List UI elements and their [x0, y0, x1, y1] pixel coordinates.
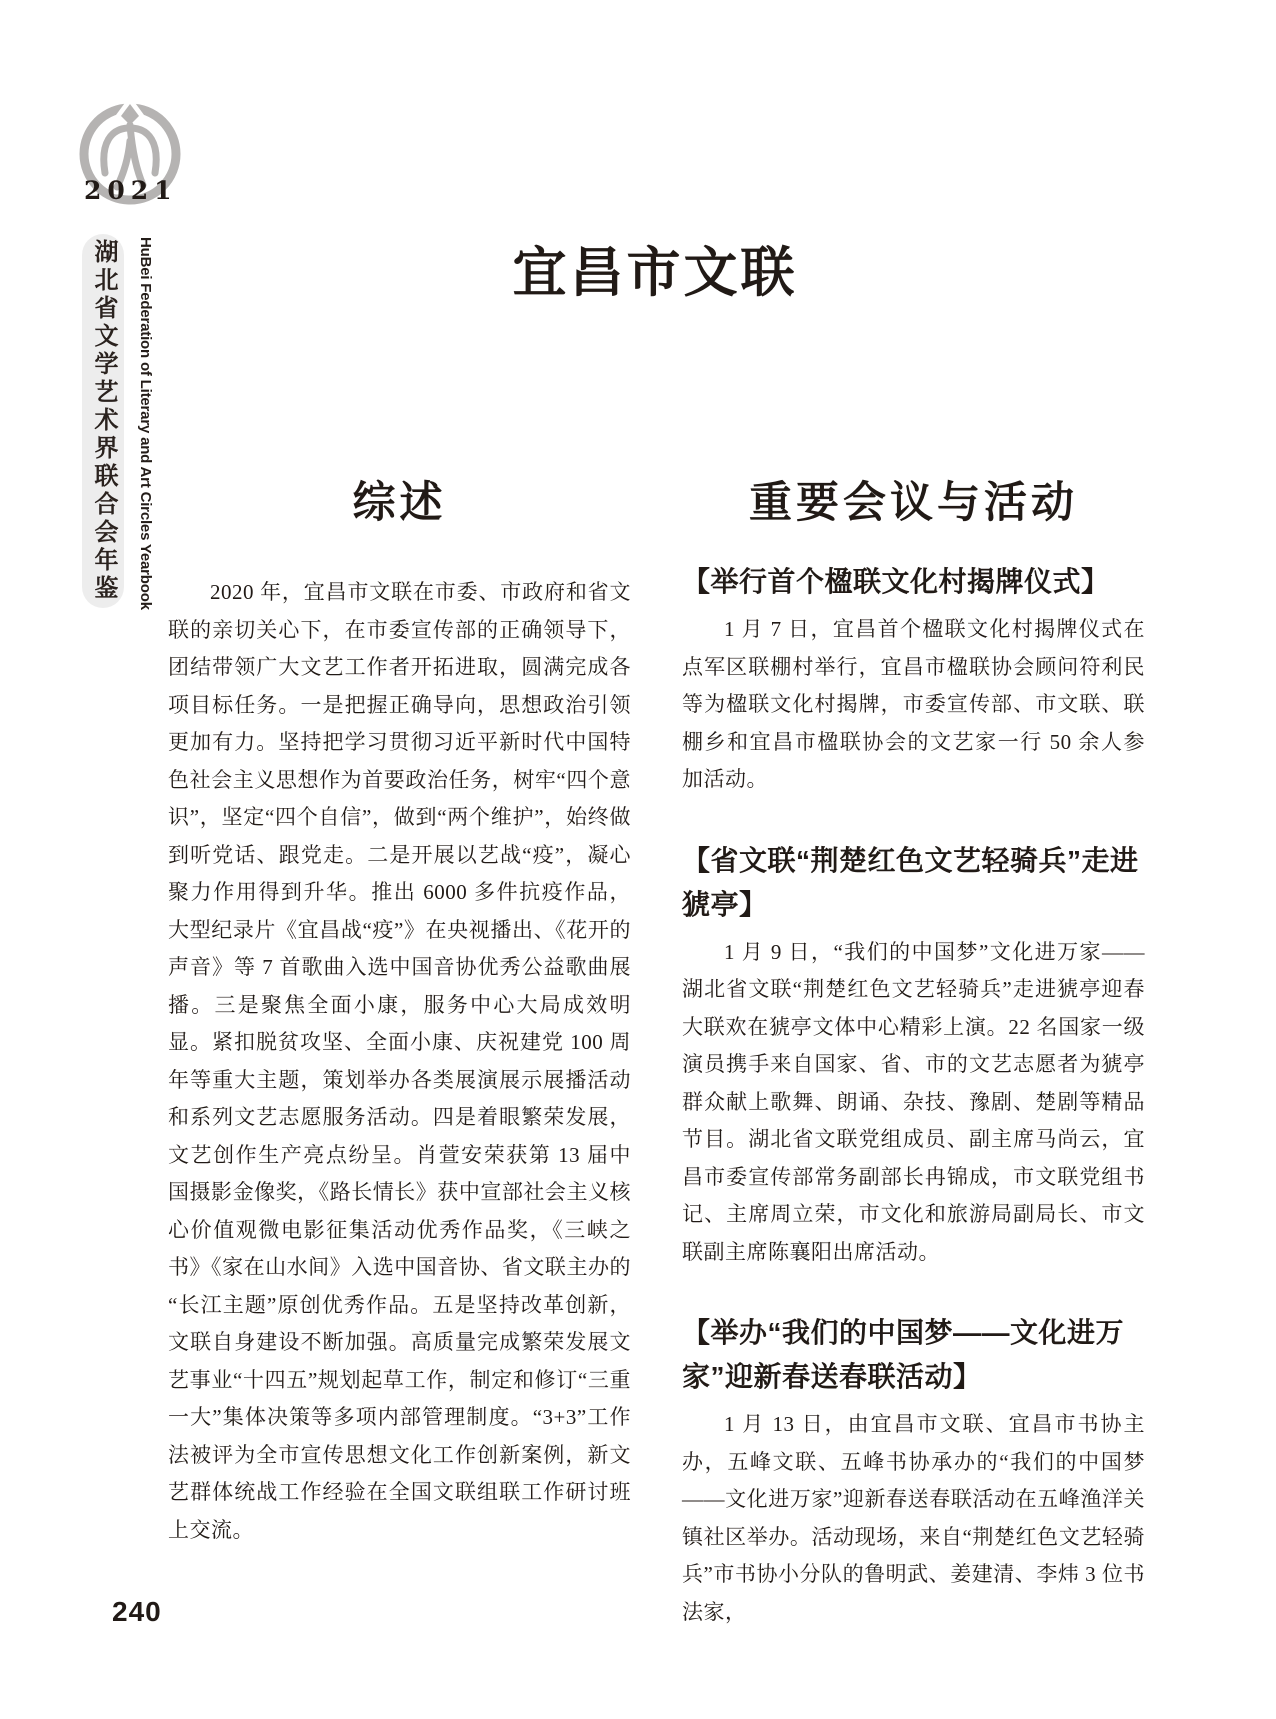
- overview-heading: 综述: [352, 479, 447, 527]
- sidebar-title-chinese: 湖北省文学艺术界联合会年鉴: [90, 239, 116, 603]
- events-column: [682, 476, 1145, 1631]
- page-number: 240: [112, 1596, 162, 1627]
- overview-column: [168, 476, 631, 1549]
- event-body: 1 月 7 日，宜昌首个楹联文化村揭牌仪式在点军区联棚村举行，宜昌市楹联协会顾问符利民等为楹联文化村揭牌，市委宣传部、市文联、联棚乡和宜昌市楹联协会的文艺家一行 50 余人参加活动。: [682, 617, 1145, 791]
- event-body: 1 月 9 日，“我们的中国梦”文化进万家——湖北省文联“荆楚红色文艺轻骑兵”走进猇亭迎春大联欢在猇亭文体中心精彩上演。22 名国家一级演员携手来自国家、省、市的文艺志愿者为猇亭群众献上歌舞、朗诵、杂技、豫剧、楚剧等精品节目。湖北省文联党组成员、副主席马尚云，宜昌市委宣传部常务副部长冉锦成，市文联党组书记、主席周立荣，市文化和旅游局副局长、市文联副主席陈襄阳出席活动。: [682, 939, 1145, 1264]
- overview-paragraph: 2020 年，宜昌市文联在市委、市政府和省文联的亲切关心下，在市委宣传部的正确领导下，团结带领广大文艺工作者开拓进取，圆满完成各项目标任务。一是把握正确导向，思想政治引领更加有力。坚持把学习贯彻习近平新时代中国特色社会主义思想作为首要政治任务，树牢“四个意识”，坚定“四个自信”，做到“两个维护”，始终做到听党话、跟党走。二是开展以艺战“疫”，凝心聚力作用得到升华。推出 6000 多件抗疫作品，大型纪录片《宜昌战“疫”》在央视播出、《花开的声音》等 7 首歌曲入选中国音协优秀公益歌曲展播。三是聚焦全面小康，服务中心大局成效明显。紧扣脱贫攻坚、全面小康、庆祝建党 100 周年等重大主题，策划举办各类展演展示展播活动和系列文艺志愿服务活动。四是着眼繁荣发展，文艺创作生产亮点纷呈。肖萱安荣获第 13 届中国摄影金像奖，《路长情长》获中宣部社会主义核心价值观微电影征集活动优秀作品奖，《三峡之书》《家在山水间》入选中国音协、省文联主办的“长江主题”原创优秀作品。五是坚持改革创新，文联自身建设不断加强。高质量完成繁荣发展文艺事业“十四五”规划起草工作，制定和修订“三重一大”集体决策等多项内部管理制度。“3+3”工作法被评为全市宣传思想文化工作创新案例，新文艺群体统战工作经验在全国文联组联工作研讨班上交流。: [168, 580, 631, 1542]
- event-heading: 【举办“我们的中国梦——文化进万家”迎新春送春联活动】: [682, 1317, 1125, 1392]
- event-section-light-cavalry: [682, 839, 1145, 1272]
- events-heading: 重要会议与活动: [749, 479, 1078, 527]
- event-heading: 【举行首个楹联文化村揭牌仪式】: [682, 566, 1110, 597]
- event-heading: 【省文联“荆楚红色文艺轻骑兵”走进猇亭】: [682, 844, 1139, 920]
- event-section-spring-couplets: [682, 1311, 1145, 1631]
- event-body: 1 月 13 日，由宜昌市文联、宜昌市书协主办，五峰文联、五峰书协承办的“我们的中国梦——文化进万家”迎新春送春联活动在五峰渔洋关镇社区举办。活动现场，来自“荆楚红色文艺轻骑兵”市书协小分队的鲁明武、姜建清、李炜 3 位书法家，: [682, 1412, 1145, 1624]
- year-badge: 2021: [84, 176, 178, 205]
- sidebar-strip: [82, 234, 124, 608]
- page-title: 宜昌市文联: [512, 243, 798, 303]
- sidebar-title-english: HuBei Federation of Literary and Art Circles Yearbook: [137, 237, 154, 610]
- event-section-couplet-village: [682, 560, 1145, 799]
